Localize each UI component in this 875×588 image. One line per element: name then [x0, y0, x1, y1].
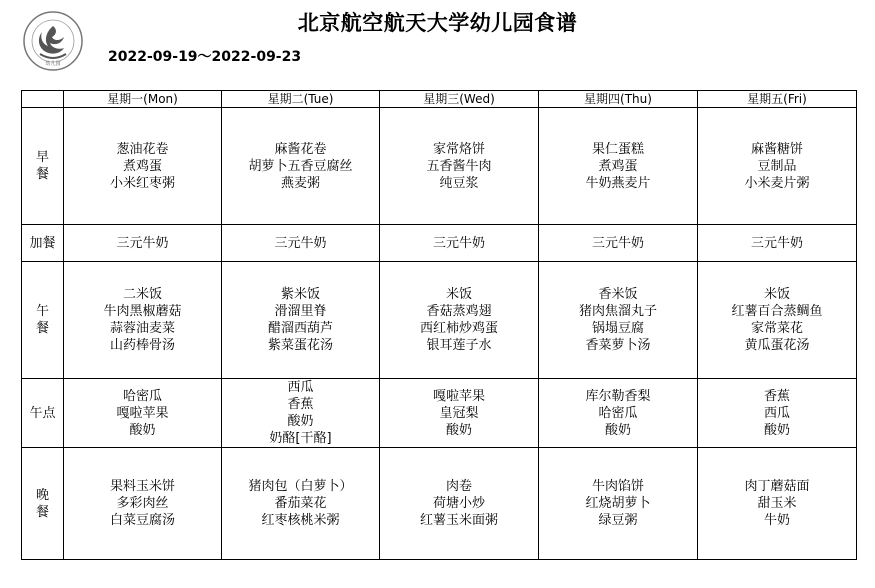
menu-cell-thu	[539, 225, 698, 262]
snack-row	[22, 225, 857, 262]
dish-item: 酸奶	[129, 422, 156, 438]
dish-item: 燕麦粥	[280, 175, 320, 191]
dish-item: 甜玉米	[757, 496, 797, 511]
dish-item: 西瓜	[763, 405, 790, 421]
meal-label-text: 餐	[35, 167, 49, 182]
dish-item: 小米红枣粥	[109, 175, 175, 191]
meal-label-text: 早	[35, 150, 49, 165]
dish-item: 荷塘小炒	[432, 496, 485, 511]
dish-item: 煮鸡蛋	[598, 158, 638, 174]
menu-cell-tue	[222, 448, 380, 560]
dish-item: 米饭	[763, 287, 790, 302]
dish-item: 猪肉焦溜丸子	[578, 304, 657, 319]
page-title: 北京航空航天大学幼儿园食谱	[297, 11, 578, 35]
menu-cell-tue	[222, 108, 380, 225]
dish-item: 香菜萝卜汤	[585, 338, 651, 353]
dish-item: 果仁蛋糕	[591, 141, 644, 157]
dish-item: 酸奶	[604, 422, 631, 438]
dish-item: 果料玉米饼	[109, 479, 175, 494]
meal-label-text: 餐	[35, 504, 49, 520]
dish-item: 酸奶	[763, 422, 790, 438]
dish-item: 牛奶燕麦片	[585, 175, 651, 191]
menu-cell-mon	[64, 448, 222, 560]
dish-item: 滑溜里脊	[274, 304, 327, 319]
dish-item: 嘎啦苹果	[116, 405, 169, 421]
dish-item: 醋溜西葫芦	[267, 321, 333, 336]
meal-label	[22, 225, 64, 262]
dish-item: 米饭	[445, 287, 472, 302]
dish-item: 西瓜	[287, 380, 314, 395]
breakfast-row	[22, 108, 857, 225]
dish-item: 白菜豆腐汤	[109, 513, 175, 528]
dish-item: 牛肉黑椒蘑菇	[103, 304, 182, 319]
dish-item: 绿豆粥	[598, 513, 638, 528]
meal-label-text: 晚	[35, 487, 49, 503]
dish-item: 红薯百合蒸鲷鱼	[731, 304, 823, 319]
date-range: 2022-09-19～2022-09-23	[108, 49, 302, 65]
menu-cell-fri	[698, 108, 857, 225]
dish-item: 红烧胡萝卜	[585, 496, 651, 511]
dish-item: 煮鸡蛋	[122, 158, 162, 174]
menu-cell-thu	[539, 379, 698, 448]
dish-item: 红薯玉米面粥	[419, 513, 498, 528]
meal-label-text: 午点	[29, 405, 56, 421]
meal-label-text: 餐	[35, 321, 49, 336]
dish-item: 西红柿炒鸡蛋	[419, 321, 498, 336]
dish-item: 葱油花卷	[116, 141, 169, 157]
dish-item: 纯豆浆	[439, 175, 479, 191]
lunch-row	[22, 262, 857, 379]
dish-item: 山药棒骨汤	[109, 338, 175, 353]
afternoon-tea-row	[22, 379, 857, 448]
dish-item: 三元牛奶	[432, 235, 485, 251]
dish-item: 红枣核桃米粥	[261, 513, 340, 528]
dish-item: 蒜蓉油麦菜	[109, 321, 175, 336]
day-header-wed: 星期三(Wed)	[380, 91, 539, 108]
meal-label	[22, 262, 64, 379]
dish-item: 五香酱牛肉	[426, 158, 492, 174]
meal-label	[22, 379, 64, 448]
dish-item: 小米麦片粥	[744, 175, 810, 191]
meal-label	[22, 448, 64, 560]
dish-item: 家常烙饼	[432, 141, 485, 157]
menu-cell-mon	[64, 108, 222, 225]
dish-item: 香米饭	[598, 287, 638, 302]
dish-item: 猪肉包（白萝卜）	[248, 479, 353, 494]
meal-label	[22, 108, 64, 225]
dish-item: 番茄菜花	[274, 496, 327, 511]
menu-cell-tue	[222, 262, 380, 379]
menu-cell-mon	[64, 379, 222, 448]
menu-cell-wed	[380, 262, 539, 379]
menu-cell-wed	[380, 225, 539, 262]
menu-cell-fri	[698, 448, 857, 560]
dish-item: 豆制品	[757, 158, 797, 174]
menu-cell-fri	[698, 379, 857, 448]
menu-cell-mon	[64, 262, 222, 379]
dish-item: 二米饭	[122, 287, 162, 302]
day-header-fri: 星期五(Fri)	[698, 91, 857, 108]
svg-text:幼儿园: 幼儿园	[45, 61, 61, 67]
dish-item: 紫米饭	[280, 287, 320, 302]
dish-item: 黄瓜蛋花汤	[744, 338, 810, 353]
dish-item: 香蕉	[287, 397, 314, 412]
menu-cell-wed	[380, 108, 539, 225]
dish-item: 库尔勒香梨	[585, 388, 651, 404]
menu-table	[21, 90, 857, 560]
dish-item: 酸奶	[287, 414, 314, 429]
menu-cell-fri	[698, 262, 857, 379]
dish-item: 多彩肉丝	[116, 496, 169, 511]
dinner-row	[22, 448, 857, 560]
day-header-thu: 星期四(Thu)	[539, 91, 698, 108]
dish-item: 三元牛奶	[116, 235, 169, 251]
dish-item: 紫菜蛋花汤	[267, 338, 333, 353]
menu-cell-thu	[539, 108, 698, 225]
dish-item: 酸奶	[445, 422, 472, 438]
dish-item: 三元牛奶	[750, 235, 803, 251]
menu-cell-thu	[539, 448, 698, 560]
dish-item: 肉卷	[445, 479, 472, 494]
menu-cell-wed	[380, 448, 539, 560]
dish-item: 锅塌豆腐	[591, 321, 644, 336]
dish-item: 香菇蒸鸡翅	[426, 304, 492, 319]
menu-cell-thu	[539, 262, 698, 379]
dish-item: 香蕉	[763, 388, 790, 404]
dish-item: 家常菜花	[750, 321, 803, 336]
dish-item: 银耳莲子水	[426, 338, 492, 353]
dish-item: 哈密瓜	[122, 388, 162, 404]
corner-cell	[22, 91, 64, 108]
dish-item: 肉丁蘑菇面	[744, 479, 810, 494]
dish-item: 三元牛奶	[591, 235, 644, 251]
meal-label-text: 午	[35, 304, 49, 319]
dish-item: 麻酱糖饼	[750, 141, 803, 157]
dish-item: 牛肉馅饼	[591, 479, 644, 494]
menu-cell-mon	[64, 225, 222, 262]
meal-label-text: 加餐	[29, 235, 56, 251]
menu-cell-wed	[380, 379, 539, 448]
dish-item: 皇冠梨	[439, 405, 479, 421]
day-header-tue: 星期二(Tue)	[222, 91, 380, 108]
dish-item: 三元牛奶	[274, 235, 327, 251]
header-row	[22, 91, 857, 108]
dish-item: 哈密瓜	[598, 405, 638, 421]
menu-cell-fri	[698, 225, 857, 262]
dish-item: 胡萝卜五香豆腐丝	[248, 158, 353, 174]
dish-item: 嘎啦苹果	[432, 388, 485, 404]
day-header-mon: 星期一(Mon)	[64, 91, 222, 108]
dish-item: 奶酪[干酪]	[269, 431, 332, 446]
dish-item: 麻酱花卷	[274, 141, 327, 157]
menu-cell-tue	[222, 379, 380, 448]
dish-item: 牛奶	[763, 513, 790, 528]
menu-cell-tue	[222, 225, 380, 262]
